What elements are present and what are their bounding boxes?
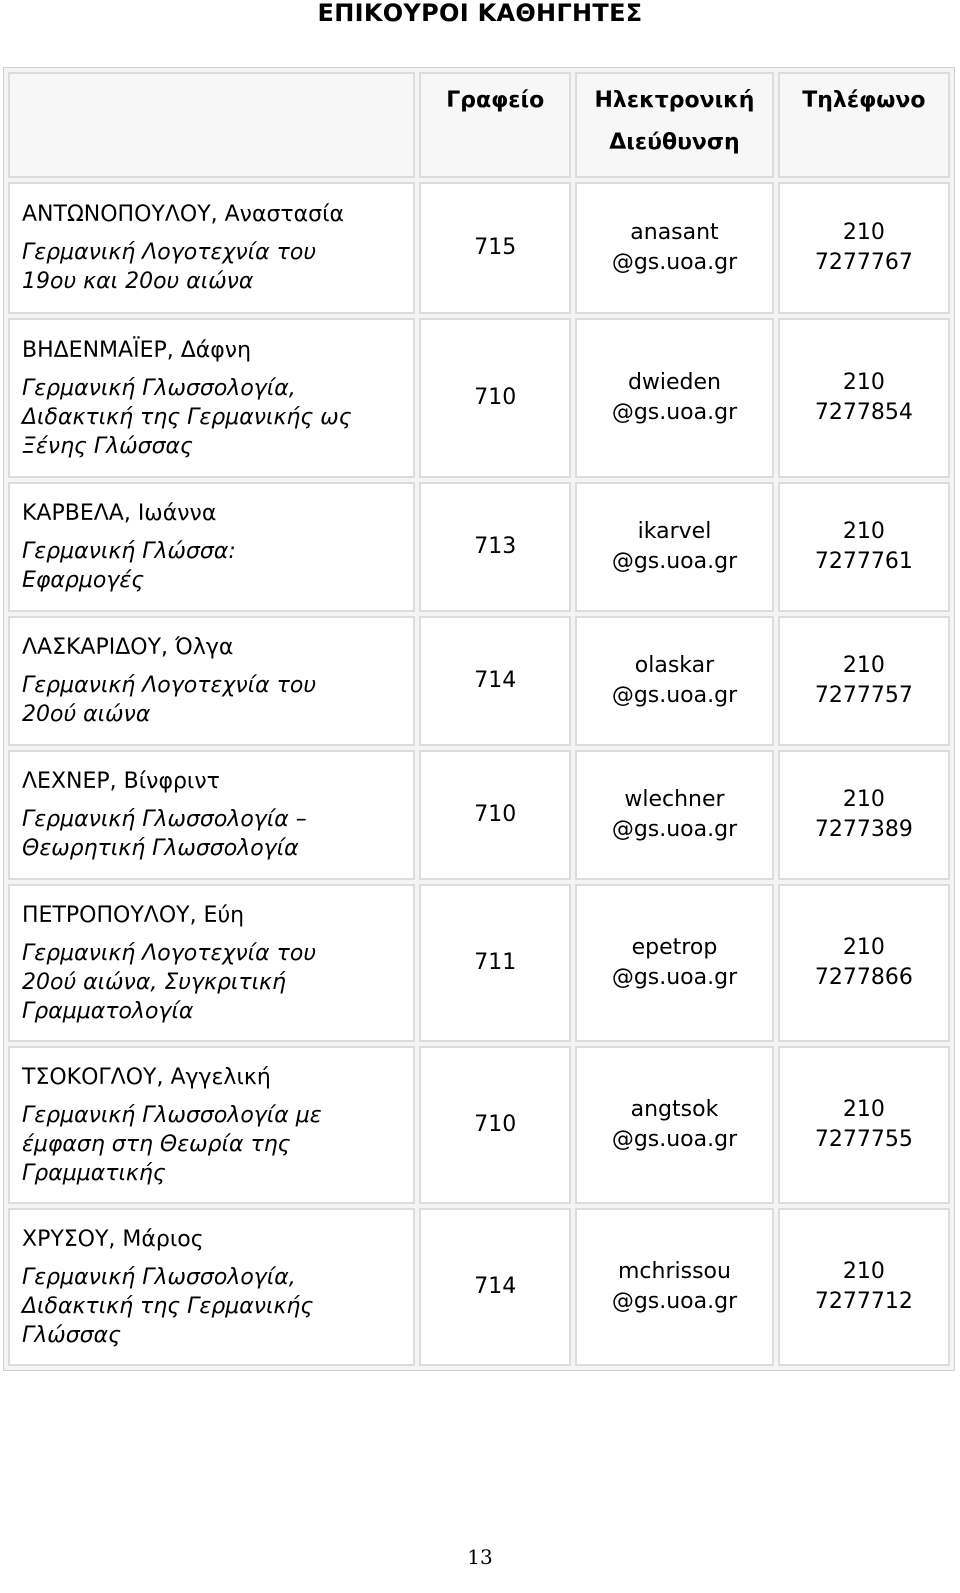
staff-cell [8,182,415,314]
email-domain: @gs.uoa.gr [611,683,738,708]
email-user: dwieden [627,370,721,395]
phone-number [778,482,950,612]
staff-field: Γερμανική Γλώσσα: Εφαρμογές [22,539,236,593]
office-number: 714 [419,616,571,746]
phone-prefix: 210 [842,1259,885,1284]
office-number: 711 [419,884,571,1042]
email-address[interactable] [575,482,774,612]
email-domain: @gs.uoa.gr [611,1127,738,1152]
phone-prefix: 210 [842,220,885,245]
table-row [8,1208,950,1366]
table-row [8,482,950,612]
staff-name: ΤΣΟΚΟΓΛΟΥ, Αγγελική [22,1064,271,1090]
phone-digits: 7277389 [814,817,913,842]
staff-cell [8,1208,415,1366]
email-address[interactable] [575,884,774,1042]
staff-name: ΠΕΤΡΟΠΟΥΛΟΥ, Εύη [22,902,245,928]
table-row [8,616,950,746]
staff-name: ΒΗΔΕΝΜΑΪΕΡ, Δάφνη [22,337,252,363]
phone-prefix: 210 [842,370,885,395]
table-header-row [8,72,950,178]
email-user: mchrissou [617,1259,731,1284]
phone-prefix: 210 [842,787,885,812]
office-number: 710 [419,1046,571,1204]
phone-digits: 7277712 [814,1289,913,1314]
email-domain: @gs.uoa.gr [611,965,738,990]
phone-number [778,182,950,314]
staff-cell [8,616,415,746]
staff-field: Γερμανική Γλωσσολογία, Διδακτική της Γερμανικής ως Ξένης Γλώσσας [22,375,352,459]
table-row [8,884,950,1042]
email-domain: @gs.uoa.gr [611,250,738,275]
header-phone: Τηλέφωνο [778,72,950,178]
page-number: 13 [467,1545,493,1569]
table-row [8,1046,950,1204]
email-address[interactable] [575,318,774,478]
phone-prefix: 210 [842,653,885,678]
staff-field: Γερμανική Γλωσσολογία, Διδακτική της Γερμανικής Γλώσσας [22,1264,314,1348]
staff-name: ΛΕΧΝΕΡ, Βίνφριντ [22,769,220,794]
email-user: olaskar [634,653,715,678]
staff-cell [8,750,415,880]
email-domain: @gs.uoa.gr [611,1289,738,1314]
staff-field: Γερμανική Λογοτεχνία του 20ού αιώνα, Συγκριτική Γραμματολογία [22,940,317,1024]
phone-digits: 7277854 [814,400,913,425]
office-number: 715 [419,182,571,314]
office-number: 710 [419,318,571,478]
email-user: wlechner [624,787,725,812]
phone-prefix: 210 [842,519,885,544]
phone-digits: 7277755 [814,1127,913,1152]
header-email: Ηλεκτρονική Διεύθυνση [575,72,774,178]
email-address[interactable] [575,182,774,314]
staff-cell [8,318,415,478]
email-address[interactable] [575,750,774,880]
staff-name: ΛΑΣΚΑΡΙΔΟΥ, Όλγα [22,635,234,660]
phone-number [778,318,950,478]
staff-field: Γερμανική Λογοτεχνία του 20ού αιώνα [22,673,317,727]
office-number: 714 [419,1208,571,1366]
staff-name: ΧΡΥΣΟΥ, Μάριος [22,1226,204,1252]
phone-number [778,1208,950,1366]
header-office: Γραφείο [419,72,571,178]
phone-digits: 7277866 [814,965,913,990]
staff-cell [8,482,415,612]
phone-number [778,616,950,746]
phone-number [778,884,950,1042]
phone-digits: 7277761 [814,549,913,574]
email-user: epetrop [631,935,718,960]
office-number: 713 [419,482,571,612]
email-address[interactable] [575,1046,774,1204]
table-body [8,182,950,1366]
email-user: anasant [630,220,719,245]
table-row [8,318,950,478]
email-domain: @gs.uoa.gr [611,400,738,425]
phone-prefix: 210 [842,935,885,960]
staff-field: Γερμανική Γλωσσολογία με έμφαση στη Θεωρία της Γραμματικής [22,1102,322,1186]
staff-cell [8,1046,415,1204]
email-domain: @gs.uoa.gr [611,549,738,574]
email-address[interactable] [575,616,774,746]
phone-number [778,750,950,880]
staff-field: Γερμανική Γλωσσολογία – Θεωρητική Γλωσσολογία [22,807,307,861]
staff-name: ΑΝΤΩΝΟΠΟΥΛΟΥ, Αναστασία [22,202,345,227]
phone-number [778,1046,950,1204]
phone-digits: 7277767 [814,250,913,275]
phone-prefix: 210 [842,1097,885,1122]
staff-name: ΚΑΡΒΕΛΑ, Ιωάννα [22,501,217,526]
table-row [8,182,950,314]
email-user: angtsok [630,1097,719,1122]
office-number: 710 [419,750,571,880]
staff-cell [8,884,415,1042]
email-domain: @gs.uoa.gr [611,817,738,842]
staff-table [3,67,955,1371]
header-name [8,72,415,178]
phone-digits: 7277757 [814,683,913,708]
email-address[interactable] [575,1208,774,1366]
email-user: ikarvel [637,519,712,544]
staff-field: Γερμανική Λογοτεχνία του 19ου και 20ου αιώνα [22,240,317,294]
table-row [8,750,950,880]
page-title: ΕΠΙΚΟΥΡΟΙ ΚΑΘΗΓΗΤΕΣ [317,0,643,27]
